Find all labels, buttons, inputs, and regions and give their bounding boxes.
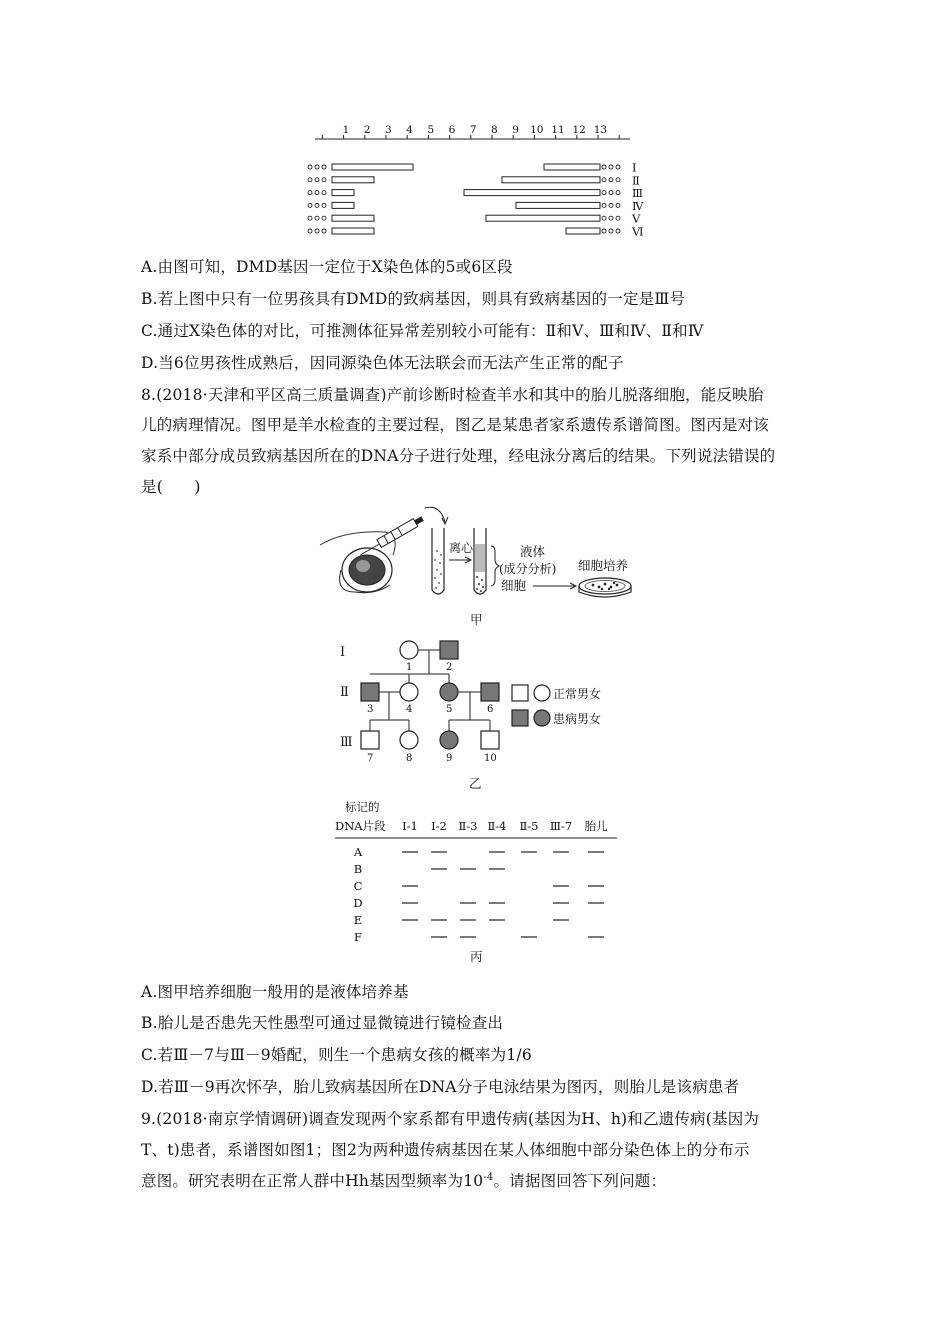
bing-row-label-A: A [353, 845, 363, 859]
individual-3 [361, 683, 379, 701]
legend-normal-male [512, 685, 528, 701]
bing-row-label-C: C [353, 879, 363, 893]
id-10: 10 [484, 753, 497, 764]
q7-option-c: C.通过X染色体的对比，可推测体征异常差别较小可能有：Ⅱ和Ⅴ、Ⅲ和Ⅳ、Ⅱ和Ⅳ [141, 322, 704, 340]
bing-header-1: 标记的 [345, 800, 380, 814]
id-4: 4 [406, 704, 413, 715]
individual-10 [481, 731, 499, 749]
q9-stem-line-2: T、t)患者，系谱图如图1；图2为两种遗传病基因在某人体细胞中部分染色体上的分布示 [141, 1141, 750, 1159]
chromosome-row-label-6: Ⅵ [632, 224, 644, 239]
chromosome-row-1 [308, 164, 620, 170]
legend-affected-female [534, 710, 550, 726]
figure-jia-caption: 甲 [470, 612, 483, 627]
q9-exponent: -4 [483, 1171, 494, 1183]
scale-label-1: 1 [342, 124, 350, 136]
scale-label-4: 4 [406, 124, 413, 136]
id-7: 7 [367, 753, 374, 764]
gen-label-1: Ⅰ [340, 645, 346, 660]
gen-label-2: Ⅱ [340, 685, 349, 700]
id-5: 5 [446, 704, 453, 715]
scale-label-10: 10 [530, 124, 544, 136]
legend-normal-female [534, 685, 550, 701]
bing-column-7: 胎儿 [584, 819, 608, 833]
bing-row-label-E: E [353, 913, 363, 927]
q7-option-a: A.由图可知，DMD基因一定位于X染色体的5或6区段 [141, 258, 513, 276]
scale-label-9: 9 [512, 124, 519, 136]
scale-label-5: 5 [427, 124, 435, 136]
figure-yi-pedigree [330, 630, 630, 795]
chromosome-deletion-figure [300, 120, 650, 245]
q8-stem-line-4: 是( ) [141, 478, 201, 496]
legend-normal-label: 正常男女 [553, 687, 602, 701]
bing-column-2: Ⅰ-2 [431, 819, 447, 833]
chromosome-row-3 [308, 190, 620, 196]
legend-affected-label: 患病男女 [553, 712, 602, 726]
id-8: 8 [406, 753, 413, 764]
culture-label: 细胞培养 [578, 558, 629, 573]
scale-label-13: 13 [593, 124, 608, 136]
q8-stem-line-2: 儿的病理情况。图甲是羊水检查的主要过程，图乙是某患者家系遗传系谱简图。图丙是对该 [141, 416, 770, 434]
bing-column-6: Ⅲ-7 [549, 819, 573, 833]
individual-9 [440, 731, 458, 749]
individual-7 [361, 731, 379, 749]
q7-option-d: D.当6位男孩性成熟后，因同源染色体无法联会而无法产生正常的配子 [141, 354, 624, 372]
individual-4 [400, 683, 418, 701]
bing-column-4: Ⅱ-4 [487, 819, 507, 833]
figure-jia-amniocentesis [315, 500, 655, 630]
cells-label: 细胞 [501, 578, 527, 593]
individual-5 [440, 683, 458, 701]
q9-stem-line-3 [141, 1169, 666, 1191]
figure-yi-caption: 乙 [469, 776, 482, 791]
scale-label-3: 3 [385, 124, 392, 136]
scale-label-12: 12 [572, 124, 586, 136]
figure-bing-caption: 丙 [470, 949, 483, 964]
id-1: 1 [406, 662, 413, 673]
q7-option-b: B.若上图中只有一位男孩具有DMD的致病基因，则具有致病基因的一定是Ⅲ号 [141, 290, 686, 308]
scale-label-8: 8 [491, 124, 498, 136]
q8-stem-line-1: 8.(2018·天津和平区高三质量调查)产前诊断时检查羊水和其中的胎儿脱落细胞，能反映胎 [141, 386, 764, 404]
q9-stem-line-1: 9.(2018·南京学情调研)调查发现两个家系都有甲遗传病(基因为H、h)和乙遗传病(基因为 [141, 1110, 760, 1128]
bing-row-label-B: B [353, 862, 363, 876]
gen-label-3: Ⅲ [340, 735, 353, 750]
chromosome-row-4 [308, 202, 620, 208]
chromosome-row-label-3: Ⅲ [632, 186, 644, 201]
chromosome-row-label-4: Ⅳ [632, 198, 644, 213]
scale-label-11: 11 [551, 124, 565, 136]
id-6: 6 [487, 704, 494, 715]
bing-column-1: Ⅰ-1 [402, 819, 418, 833]
individual-1 [400, 641, 418, 659]
id-9: 9 [446, 753, 453, 764]
analysis-label: (成分分析) [499, 562, 557, 576]
id-3: 3 [367, 704, 374, 715]
chromosome-row-label-1: Ⅰ [632, 160, 637, 175]
chromosome-row-6 [308, 228, 620, 234]
scale-label-2: 2 [363, 124, 371, 136]
bing-row-label-F: F [354, 930, 362, 944]
bing-header-2: DNA片段 [335, 819, 386, 833]
individual-6 [481, 683, 499, 701]
q8-option-b: B.胎儿是否患先天性愚型可通过显微镜进行镜检查出 [141, 1014, 504, 1032]
legend-affected-male [512, 710, 528, 726]
q8-stem-line-3: 家系中部分成员致病基因所在的DNA分子进行处理，经电泳分离后的结果。下列说法错误的 [141, 447, 776, 465]
id-2: 2 [446, 662, 453, 673]
q8-option-d: D.若Ⅲ－9再次怀孕，胎儿致病基因所在DNA分子电泳结果为图丙，则胎儿是该病患者 [141, 1078, 740, 1096]
liquid-label: 液体 [520, 544, 546, 559]
centrifuge-label: 离心 [449, 541, 474, 555]
chromosome-row-2 [308, 177, 620, 183]
individual-2 [440, 641, 458, 659]
figure-bing-electrophoresis [325, 795, 625, 967]
q9-stem-line-3-tail: 。请据图回答下列问题： [493, 1172, 667, 1190]
bing-column-5: Ⅱ-5 [519, 819, 539, 833]
q8-option-a: A.图甲培养细胞一般用的是液体培养基 [141, 983, 409, 1001]
q9-stem-line-3-main: 意图。研究表明在正常人群中Hh基因型频率为10 [141, 1172, 484, 1190]
bing-column-3: Ⅱ-3 [458, 819, 478, 833]
q8-option-c: C.若Ⅲ－7与Ⅲ－9婚配，则生一个患病女孩的概率为1/6 [141, 1046, 532, 1064]
scale-label-7: 7 [469, 124, 477, 136]
bing-row-label-D: D [353, 896, 363, 910]
chromosome-row-5 [308, 215, 620, 221]
scale-label-6: 6 [448, 124, 456, 136]
individual-8 [400, 731, 418, 749]
chromosome-row-label-2: Ⅱ [632, 173, 640, 188]
chromosome-row-label-5: Ⅴ [632, 211, 641, 226]
